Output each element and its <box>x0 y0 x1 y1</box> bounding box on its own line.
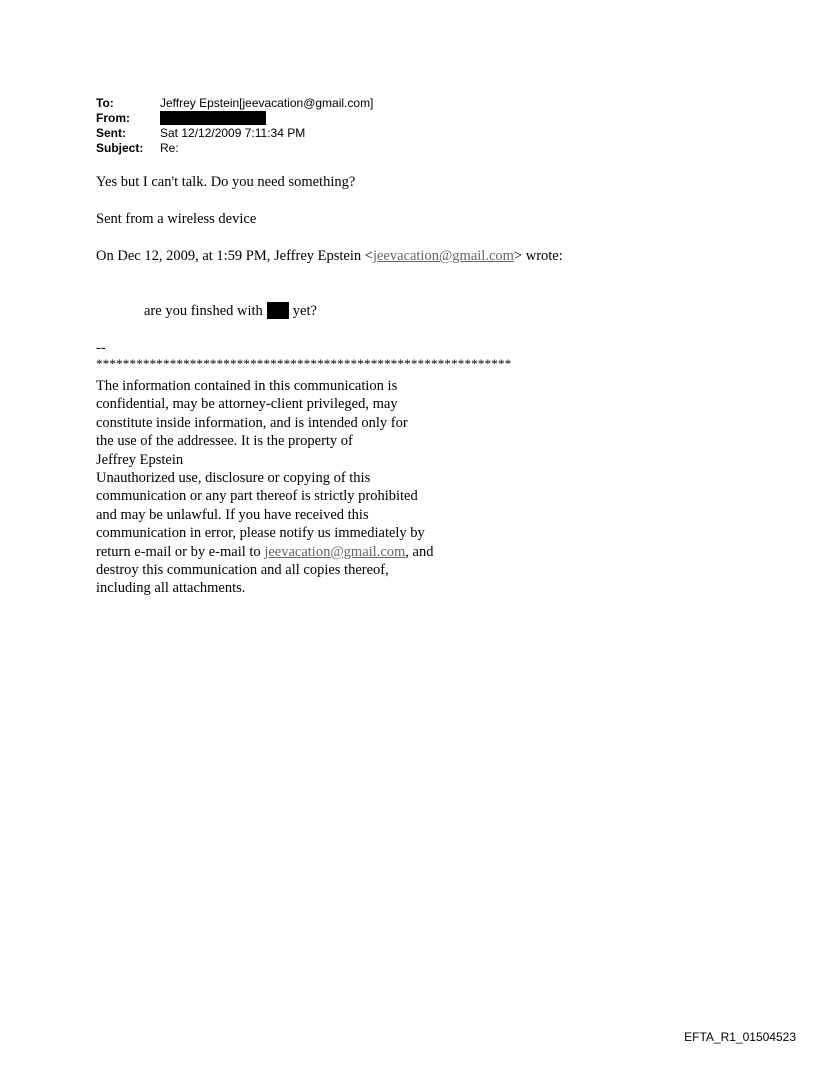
to-value: Jeffrey Epstein[jeevacation@gmail.com] <box>160 96 374 110</box>
disclaimer-email-link[interactable]: jeevacation@gmail.com <box>264 543 406 560</box>
sent-label: Sent: <box>96 126 126 140</box>
separator-stars: ************************************************************** <box>96 356 512 371</box>
subject-value: Re: <box>160 141 179 155</box>
disclaimer-email-suffix: , and <box>405 543 434 560</box>
reply-text: Yes but I can't talk. Do you need something? <box>96 174 356 190</box>
disclaimer-line: the use of the addressee. It is the property of <box>96 433 353 450</box>
disclaimer-line: confidential, may be attorney-client privileged, may <box>96 396 398 413</box>
separator-dashes: -- <box>96 340 106 356</box>
confidentiality-disclaimer <box>96 377 433 598</box>
disclaimer-line: Jeffrey Epstein <box>96 451 184 468</box>
to-row <box>96 96 373 111</box>
quote-header-prefix: On Dec 12, 2009, at 1:59 PM, Jeffrey Epstein < <box>96 248 373 264</box>
disclaimer-email-line <box>96 543 433 561</box>
quoted-prefix: are you finshed with <box>144 303 263 319</box>
disclaimer-line: and may be unlawful. If you have received this <box>96 506 369 523</box>
quote-header-suffix: > wrote: <box>513 248 563 264</box>
sent-row <box>96 126 373 141</box>
signature-text: Sent from a wireless device <box>96 211 257 227</box>
email-headers <box>96 96 373 156</box>
disclaimer-line: The information contained in this communication is <box>96 378 398 394</box>
quoted-message <box>144 302 317 320</box>
quoted-suffix: yet? <box>292 303 317 319</box>
disclaimer-line: destroy this communication and all copies thereof, <box>96 561 389 578</box>
from-row <box>96 111 373 126</box>
quote-header-email-link[interactable]: jeevacation@gmail.com <box>372 248 514 264</box>
from-label: From: <box>96 111 130 125</box>
subject-label: Subject: <box>96 141 144 155</box>
from-redaction-box <box>160 111 266 125</box>
disclaimer-line: Unauthorized use, disclosure or copying of this <box>96 469 371 486</box>
disclaimer-email-prefix: return e-mail or by e-mail to <box>96 543 265 560</box>
disclaimer-line: communication or any part thereof is strictly prohibited <box>96 488 418 505</box>
document-id: EFTA_R1_01504523 <box>684 1030 796 1044</box>
to-label: To: <box>96 96 114 110</box>
disclaimer-line: including all attachments. <box>96 580 246 597</box>
subject-row <box>96 141 373 156</box>
quote-header <box>96 247 563 265</box>
sent-value: Sat 12/12/2009 7:11:34 PM <box>160 126 306 140</box>
quoted-redaction-box <box>267 302 289 319</box>
disclaimer-line: communication in error, please notify us immediately by <box>96 525 425 542</box>
disclaimer-line: constitute inside information, and is intended only for <box>96 414 408 431</box>
